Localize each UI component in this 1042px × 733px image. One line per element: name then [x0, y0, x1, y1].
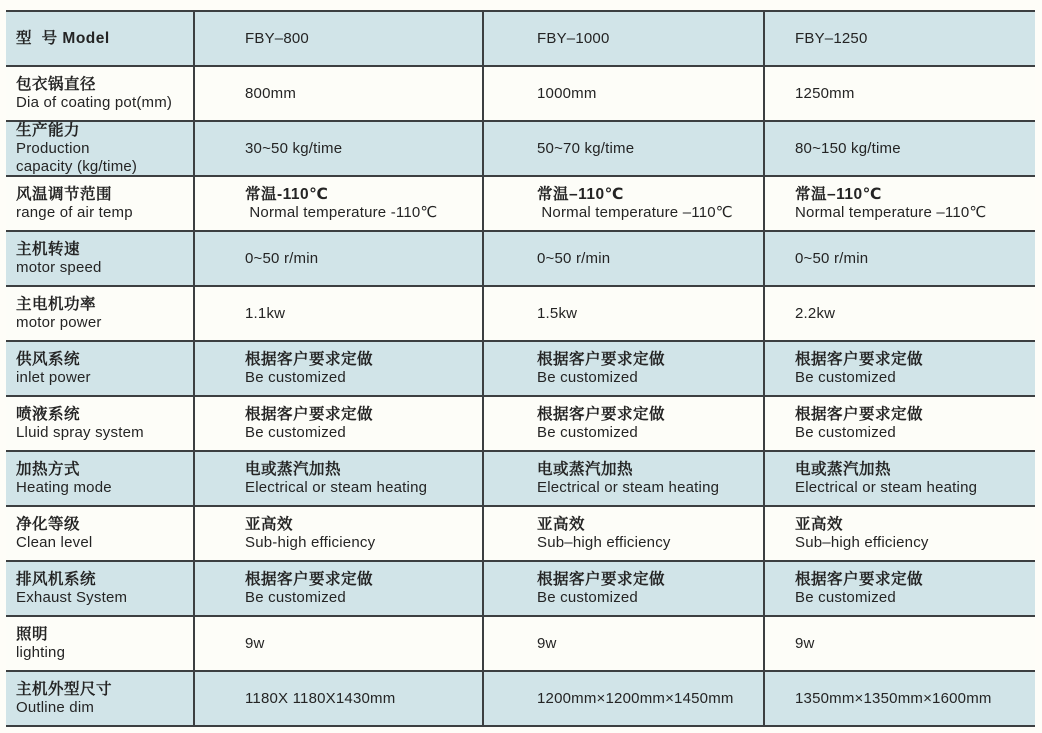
text-line: Electrical or steam heating: [537, 478, 720, 496]
row-label-cell: [6, 452, 193, 505]
text-line: 根据客户要求定做: [245, 570, 374, 588]
text-line: Sub-high efficiency: [245, 533, 376, 551]
value-cell: [763, 507, 1035, 560]
text-line: 800mm: [245, 84, 297, 102]
row-label-cell: [6, 672, 193, 725]
table-row: [6, 177, 1035, 232]
text-line: 9w: [245, 634, 265, 652]
text-line: 0~50 r/min: [795, 249, 869, 267]
table-row: [6, 342, 1035, 397]
value-cell: [482, 177, 763, 230]
text-line: inlet power: [16, 368, 91, 386]
text-line: Normal temperature –110℃: [537, 203, 733, 221]
row-label-cell: [6, 397, 193, 450]
value-cell: [193, 177, 482, 230]
value-cell: [482, 562, 763, 615]
value-cell: [193, 122, 482, 175]
value-cell: [763, 672, 1035, 725]
value-cell: [193, 287, 482, 340]
table-row: [6, 452, 1035, 507]
text-line: Sub–high efficiency: [795, 533, 929, 551]
text-line: 80~150 kg/time: [795, 139, 901, 157]
table-row: [6, 507, 1035, 562]
text-line: 常温–110℃: [795, 185, 882, 203]
text-line: range of air temp: [16, 203, 133, 221]
table-row: [6, 672, 1035, 727]
table-row: [6, 617, 1035, 672]
value-cell: [482, 397, 763, 450]
value-cell: [482, 672, 763, 725]
text-line: Lluid spray system: [16, 423, 144, 441]
text-line: Be customized: [795, 423, 896, 441]
value-cell: [193, 507, 482, 560]
header-row: [6, 12, 1035, 67]
text-line: 根据客户要求定做: [245, 350, 374, 368]
row-label-cell: [6, 232, 193, 285]
value-cell: [763, 452, 1035, 505]
text-line: Be customized: [795, 368, 896, 386]
text-line: Be customized: [537, 588, 638, 606]
text-line: 包衣锅直径: [16, 75, 97, 93]
text-line: 1180X 1180X1430mm: [245, 689, 396, 707]
text-line: 根据客户要求定做: [795, 350, 924, 368]
table-row: [6, 232, 1035, 287]
text-line: 型 号 Model: [16, 29, 110, 47]
table-row: [6, 122, 1035, 177]
text-line: motor power: [16, 313, 102, 331]
text-line: 照明: [16, 625, 49, 643]
value-cell: [482, 232, 763, 285]
text-line: 供风系统: [16, 350, 81, 368]
value-cell: [482, 617, 763, 670]
text-line: 电或蒸汽加热: [795, 460, 892, 478]
value-cell: [193, 12, 482, 65]
value-cell: [193, 672, 482, 725]
text-line: 亚高效: [537, 515, 586, 533]
row-label-cell: [6, 177, 193, 230]
row-label-cell: [6, 287, 193, 340]
text-line: lighting: [16, 643, 66, 661]
value-cell: [763, 397, 1035, 450]
text-line: Production: [16, 139, 90, 157]
text-line: Heating mode: [16, 478, 112, 496]
value-cell: [482, 12, 763, 65]
text-line: Be customized: [537, 423, 638, 441]
text-line: 加热方式: [16, 460, 81, 478]
text-line: 喷液系统: [16, 405, 81, 423]
text-line: Be customized: [245, 588, 346, 606]
text-line: 亚高效: [245, 515, 294, 533]
text-line: 排风机系统: [16, 570, 97, 588]
text-line: Be customized: [537, 368, 638, 386]
table-row: [6, 397, 1035, 452]
text-line: 1250mm: [795, 84, 855, 102]
text-line: 0~50 r/min: [245, 249, 319, 267]
row-label-cell: [6, 67, 193, 120]
text-line: 0~50 r/min: [537, 249, 611, 267]
row-label-cell: [6, 617, 193, 670]
table-row: [6, 562, 1035, 617]
value-cell: [482, 122, 763, 175]
text-line: 风温调节范围: [16, 185, 113, 203]
value-cell: [193, 397, 482, 450]
text-line: 根据客户要求定做: [537, 405, 666, 423]
text-line: FBY–800: [245, 29, 309, 47]
value-cell: [763, 342, 1035, 395]
text-line: 30~50 kg/time: [245, 139, 343, 157]
value-cell: [482, 507, 763, 560]
text-line: 主机转速: [16, 240, 81, 258]
text-line: Electrical or steam heating: [795, 478, 978, 496]
row-label-cell: [6, 507, 193, 560]
text-line: 根据客户要求定做: [245, 405, 374, 423]
text-line: 9w: [795, 634, 815, 652]
text-line: Normal temperature –110℃: [795, 203, 987, 221]
value-cell: [763, 12, 1035, 65]
value-cell: [763, 232, 1035, 285]
value-cell: [482, 67, 763, 120]
text-line: 根据客户要求定做: [795, 570, 924, 588]
text-line: 净化等级: [16, 515, 81, 533]
value-cell: [482, 342, 763, 395]
value-cell: [193, 342, 482, 395]
text-line: 1.1kw: [245, 304, 286, 322]
text-line: 1000mm: [537, 84, 597, 102]
text-line: 电或蒸汽加热: [537, 460, 634, 478]
text-line: Be customized: [245, 423, 346, 441]
text-line: Exhaust System: [16, 588, 128, 606]
text-line: 根据客户要求定做: [537, 570, 666, 588]
table-row: [6, 287, 1035, 342]
value-cell: [763, 287, 1035, 340]
text-line: 2.2kw: [795, 304, 836, 322]
text-line: 根据客户要求定做: [795, 405, 924, 423]
text-line: 常温–110℃: [537, 185, 624, 203]
text-line: 亚高效: [795, 515, 844, 533]
text-line: 50~70 kg/time: [537, 139, 635, 157]
value-cell: [763, 617, 1035, 670]
text-line: Be customized: [795, 588, 896, 606]
value-cell: [763, 122, 1035, 175]
value-cell: [193, 67, 482, 120]
value-cell: [763, 177, 1035, 230]
row-label-cell: [6, 342, 193, 395]
value-cell: [763, 67, 1035, 120]
text-line: FBY–1000: [537, 29, 610, 47]
text-line: motor speed: [16, 258, 102, 276]
text-line: capacity (kg/time): [16, 157, 138, 175]
text-line: Sub–high efficiency: [537, 533, 671, 551]
text-line: 主机外型尺寸: [16, 680, 113, 698]
text-line: Normal temperature -110℃: [245, 203, 438, 221]
text-line: 电或蒸汽加热: [245, 460, 342, 478]
value-cell: [482, 452, 763, 505]
value-cell: [193, 562, 482, 615]
text-line: 常温-110℃: [245, 185, 329, 203]
text-line: 主电机功率: [16, 295, 97, 313]
row-label-cell: [6, 122, 193, 175]
table-row: [6, 67, 1035, 122]
value-cell: [193, 232, 482, 285]
value-cell: [763, 562, 1035, 615]
text-line: 1200mm×1200mm×1450mm: [537, 689, 734, 707]
value-cell: [482, 287, 763, 340]
text-line: Dia of coating pot(mm): [16, 93, 173, 111]
text-line: Be customized: [245, 368, 346, 386]
value-cell: [193, 617, 482, 670]
text-line: Electrical or steam heating: [245, 478, 428, 496]
row-label-cell: [6, 12, 193, 65]
text-line: FBY–1250: [795, 29, 868, 47]
text-line: 1350mm×1350mm×1600mm: [795, 689, 992, 707]
text-line: 1.5kw: [537, 304, 578, 322]
text-line: Outline dim: [16, 698, 95, 716]
text-line: 9w: [537, 634, 557, 652]
text-line: 生产能力: [16, 121, 81, 139]
value-cell: [193, 452, 482, 505]
text-line: Clean level: [16, 533, 93, 551]
text-line: 根据客户要求定做: [537, 350, 666, 368]
row-label-cell: [6, 562, 193, 615]
spec-table: [6, 10, 1035, 727]
